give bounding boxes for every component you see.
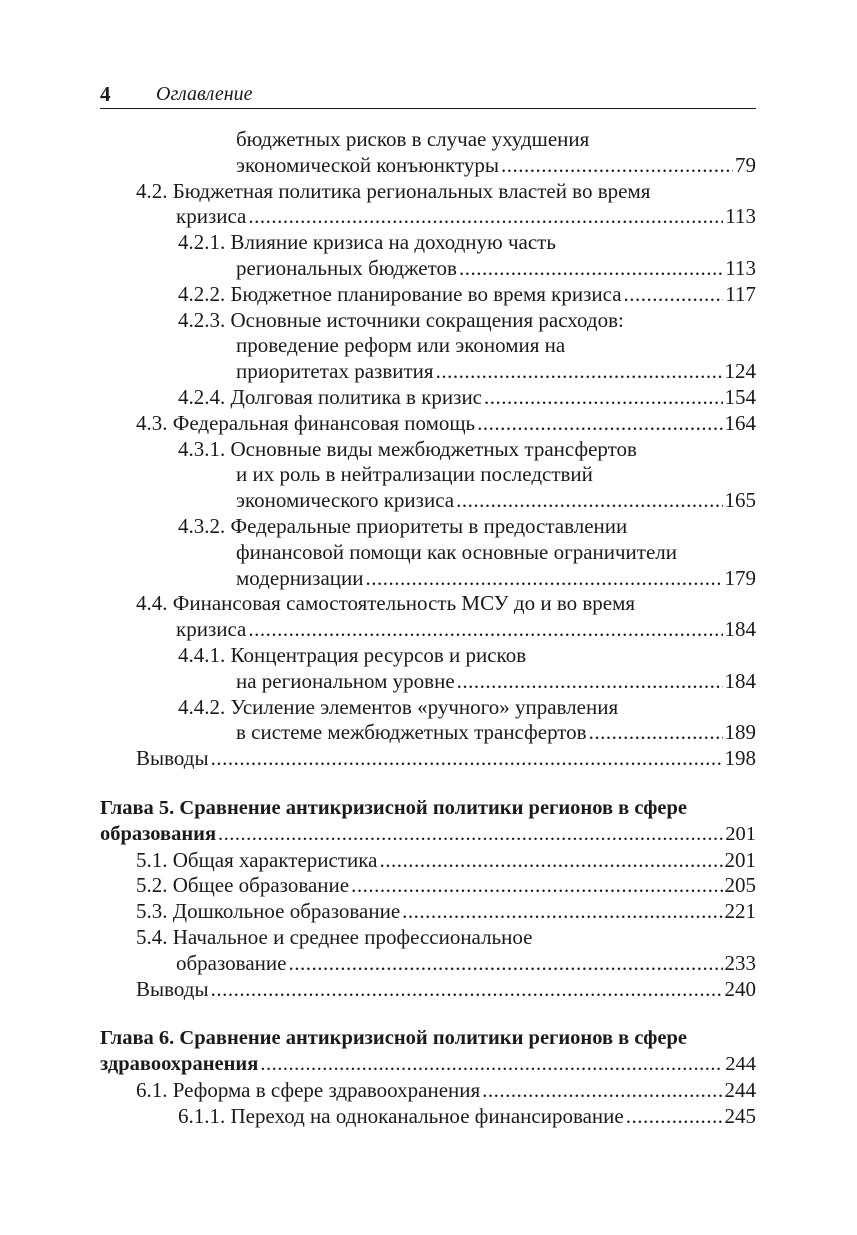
toc-entry-title: приоритетах развития xyxy=(236,359,434,384)
toc-entry-line: 4.2. Бюджетная политика региональных властей во время xyxy=(136,178,651,203)
toc-entry-last-line xyxy=(136,847,756,873)
toc-page-number: 164 xyxy=(724,410,756,435)
toc-entry-last-line xyxy=(236,565,756,591)
toc-entry-title: экономического кризиса xyxy=(236,488,455,513)
toc-entry-last-line xyxy=(176,950,756,976)
toc-page-number: 244 xyxy=(725,1053,756,1076)
toc-page-number: 201 xyxy=(725,822,756,845)
toc-entry-line: 4.3.2. Федеральные приоритеты в предоставлении xyxy=(178,514,628,538)
toc-entry-title: кризиса xyxy=(176,204,247,229)
toc-entry-title: 6.1.1. Переход на одноканальное финансирование xyxy=(178,1103,624,1128)
toc-entry-title: 5.2. Общее образование xyxy=(136,873,350,898)
toc-entry-last-line xyxy=(178,281,756,307)
dot-leader xyxy=(248,616,722,642)
page-header xyxy=(100,80,756,109)
toc-entry-title: 5.1. Общая характеристика xyxy=(136,847,378,872)
toc-page-number: 79 xyxy=(735,152,756,177)
toc-entry-title: Выводы xyxy=(136,746,209,771)
toc-page-number: 113 xyxy=(725,256,756,280)
toc-page-number: 233 xyxy=(724,950,756,975)
toc-entry-title: кризиса xyxy=(176,617,247,642)
toc-page-number: 184 xyxy=(724,617,756,642)
toc-page-number: 201 xyxy=(724,847,756,872)
toc-entry-title: Выводы xyxy=(136,976,209,1001)
toc-entry-title: 5.3. Дошкольное образование xyxy=(136,899,401,924)
toc-entry-line: финансовой помощи как основные ограничители xyxy=(236,539,678,564)
dot-leader xyxy=(624,281,724,307)
toc-page-number: 205 xyxy=(724,873,756,898)
toc-page-number: 245 xyxy=(724,1103,756,1128)
toc-page-number: 184 xyxy=(724,668,756,693)
dot-leader xyxy=(626,1103,723,1129)
toc-page-number: 244 xyxy=(724,1078,756,1102)
toc-entry-line: 4.3.1. Основные виды межбюджетных трансфертов xyxy=(178,436,637,461)
toc-entry-title: 4.2.4. Долговая политика в кризис xyxy=(178,385,482,409)
toc-entry-line: Глава 6. Сравнение антикризисной политики регионов в сфере xyxy=(100,1027,687,1050)
toc-entry-line: бюджетных рисков в случае ухудшения xyxy=(236,127,590,151)
toc-entry-line: и их роль в нейтрализации последствий xyxy=(236,462,593,487)
toc-entry-last-line xyxy=(236,487,756,513)
toc-page-number: 240 xyxy=(724,976,756,1001)
toc-entry-title: региональных бюджетов xyxy=(236,256,457,280)
toc-entry-last-line xyxy=(136,872,756,898)
toc-entry-last-line xyxy=(136,898,756,924)
toc-entry-last-line xyxy=(236,719,756,745)
dot-leader xyxy=(477,410,722,436)
toc-entry-line: 4.4.2. Усиление элементов «ручного» управления xyxy=(178,694,619,719)
toc-entry-title: на региональном уровне xyxy=(236,668,455,693)
dot-leader xyxy=(436,358,723,384)
toc-entry-last-line xyxy=(236,668,756,694)
toc-entry-title: экономической конъюнктуры xyxy=(236,152,499,177)
toc-entry-title: модернизации xyxy=(236,565,364,590)
toc-entry-last-line xyxy=(136,976,756,1002)
dot-leader xyxy=(211,745,723,771)
toc-entry-title: 4.3. Федеральная финансовая помощь xyxy=(136,410,476,435)
toc-entry-title: 6.1. Реформа в сфере здравоохранения xyxy=(136,1078,481,1102)
dot-leader xyxy=(248,203,723,229)
toc-entry-last-line xyxy=(236,152,756,178)
toc-entry-last-line xyxy=(178,1103,756,1129)
toc-entry-last-line xyxy=(236,255,756,281)
toc-page-number: 154 xyxy=(724,385,756,409)
toc-page-number: 179 xyxy=(724,565,756,590)
running-title: Оглавление xyxy=(156,83,253,105)
toc-entry-line: 4.2.3. Основные источники сокращения расходов: xyxy=(178,307,624,332)
page-number: 4 xyxy=(100,82,111,106)
toc-entry-line: 4.4.1. Концентрация ресурсов и рисков xyxy=(178,643,527,667)
toc-page-number: 165 xyxy=(724,488,756,513)
dot-leader xyxy=(366,565,723,591)
dot-leader xyxy=(218,821,723,847)
toc-entry-last-line xyxy=(136,1077,756,1103)
dot-leader xyxy=(379,847,722,873)
dot-leader xyxy=(456,487,722,513)
dot-leader xyxy=(589,719,723,745)
dot-leader xyxy=(288,950,722,976)
toc-page-number: 189 xyxy=(724,720,756,745)
toc-entry-last-line xyxy=(136,745,756,771)
dot-leader xyxy=(402,898,722,924)
toc-page-number: 221 xyxy=(724,899,756,924)
dot-leader xyxy=(459,255,723,281)
toc-entry-last-line xyxy=(236,358,756,384)
toc-page-number: 117 xyxy=(725,281,756,306)
dot-leader xyxy=(501,152,733,178)
toc-page-number: 198 xyxy=(724,746,756,771)
toc-entry-title: образование xyxy=(176,950,287,975)
toc-entry-title: 4.2.2. Бюджетное планирование во время кризиса xyxy=(178,281,622,306)
toc-entry-line: 4.4. Финансовая самостоятельность МСУ до и во время xyxy=(136,591,636,616)
dot-leader xyxy=(482,1077,722,1103)
toc-entry-line: 4.2.1. Влияние кризиса на доходную часть xyxy=(178,230,556,255)
toc-entry-title: здравоохранения xyxy=(100,1053,259,1076)
toc-page-number: 124 xyxy=(724,359,756,384)
toc-entry-line: 5.4. Начальное и среднее профессиональное xyxy=(136,925,533,949)
toc-page-number: 113 xyxy=(725,204,756,229)
dot-leader xyxy=(260,1051,723,1077)
toc-entry-last-line xyxy=(100,1051,756,1077)
toc-entry-line: Глава 5. Сравнение антикризисной политики регионов в сфере xyxy=(100,797,687,819)
toc-entry-title: образования xyxy=(100,822,217,845)
toc-entry-last-line xyxy=(176,616,756,642)
toc-entry-last-line xyxy=(178,384,756,410)
dot-leader xyxy=(211,976,723,1002)
toc-entry-line: проведение реформ или экономия на xyxy=(236,333,566,358)
toc-entry-last-line xyxy=(100,821,756,847)
toc-entry-last-line xyxy=(136,410,756,436)
dot-leader xyxy=(484,384,723,410)
toc-entry-title: в системе межбюджетных трансфертов xyxy=(236,720,587,745)
dot-leader xyxy=(457,668,723,694)
dot-leader xyxy=(351,872,722,898)
toc-entry-last-line xyxy=(176,203,756,229)
